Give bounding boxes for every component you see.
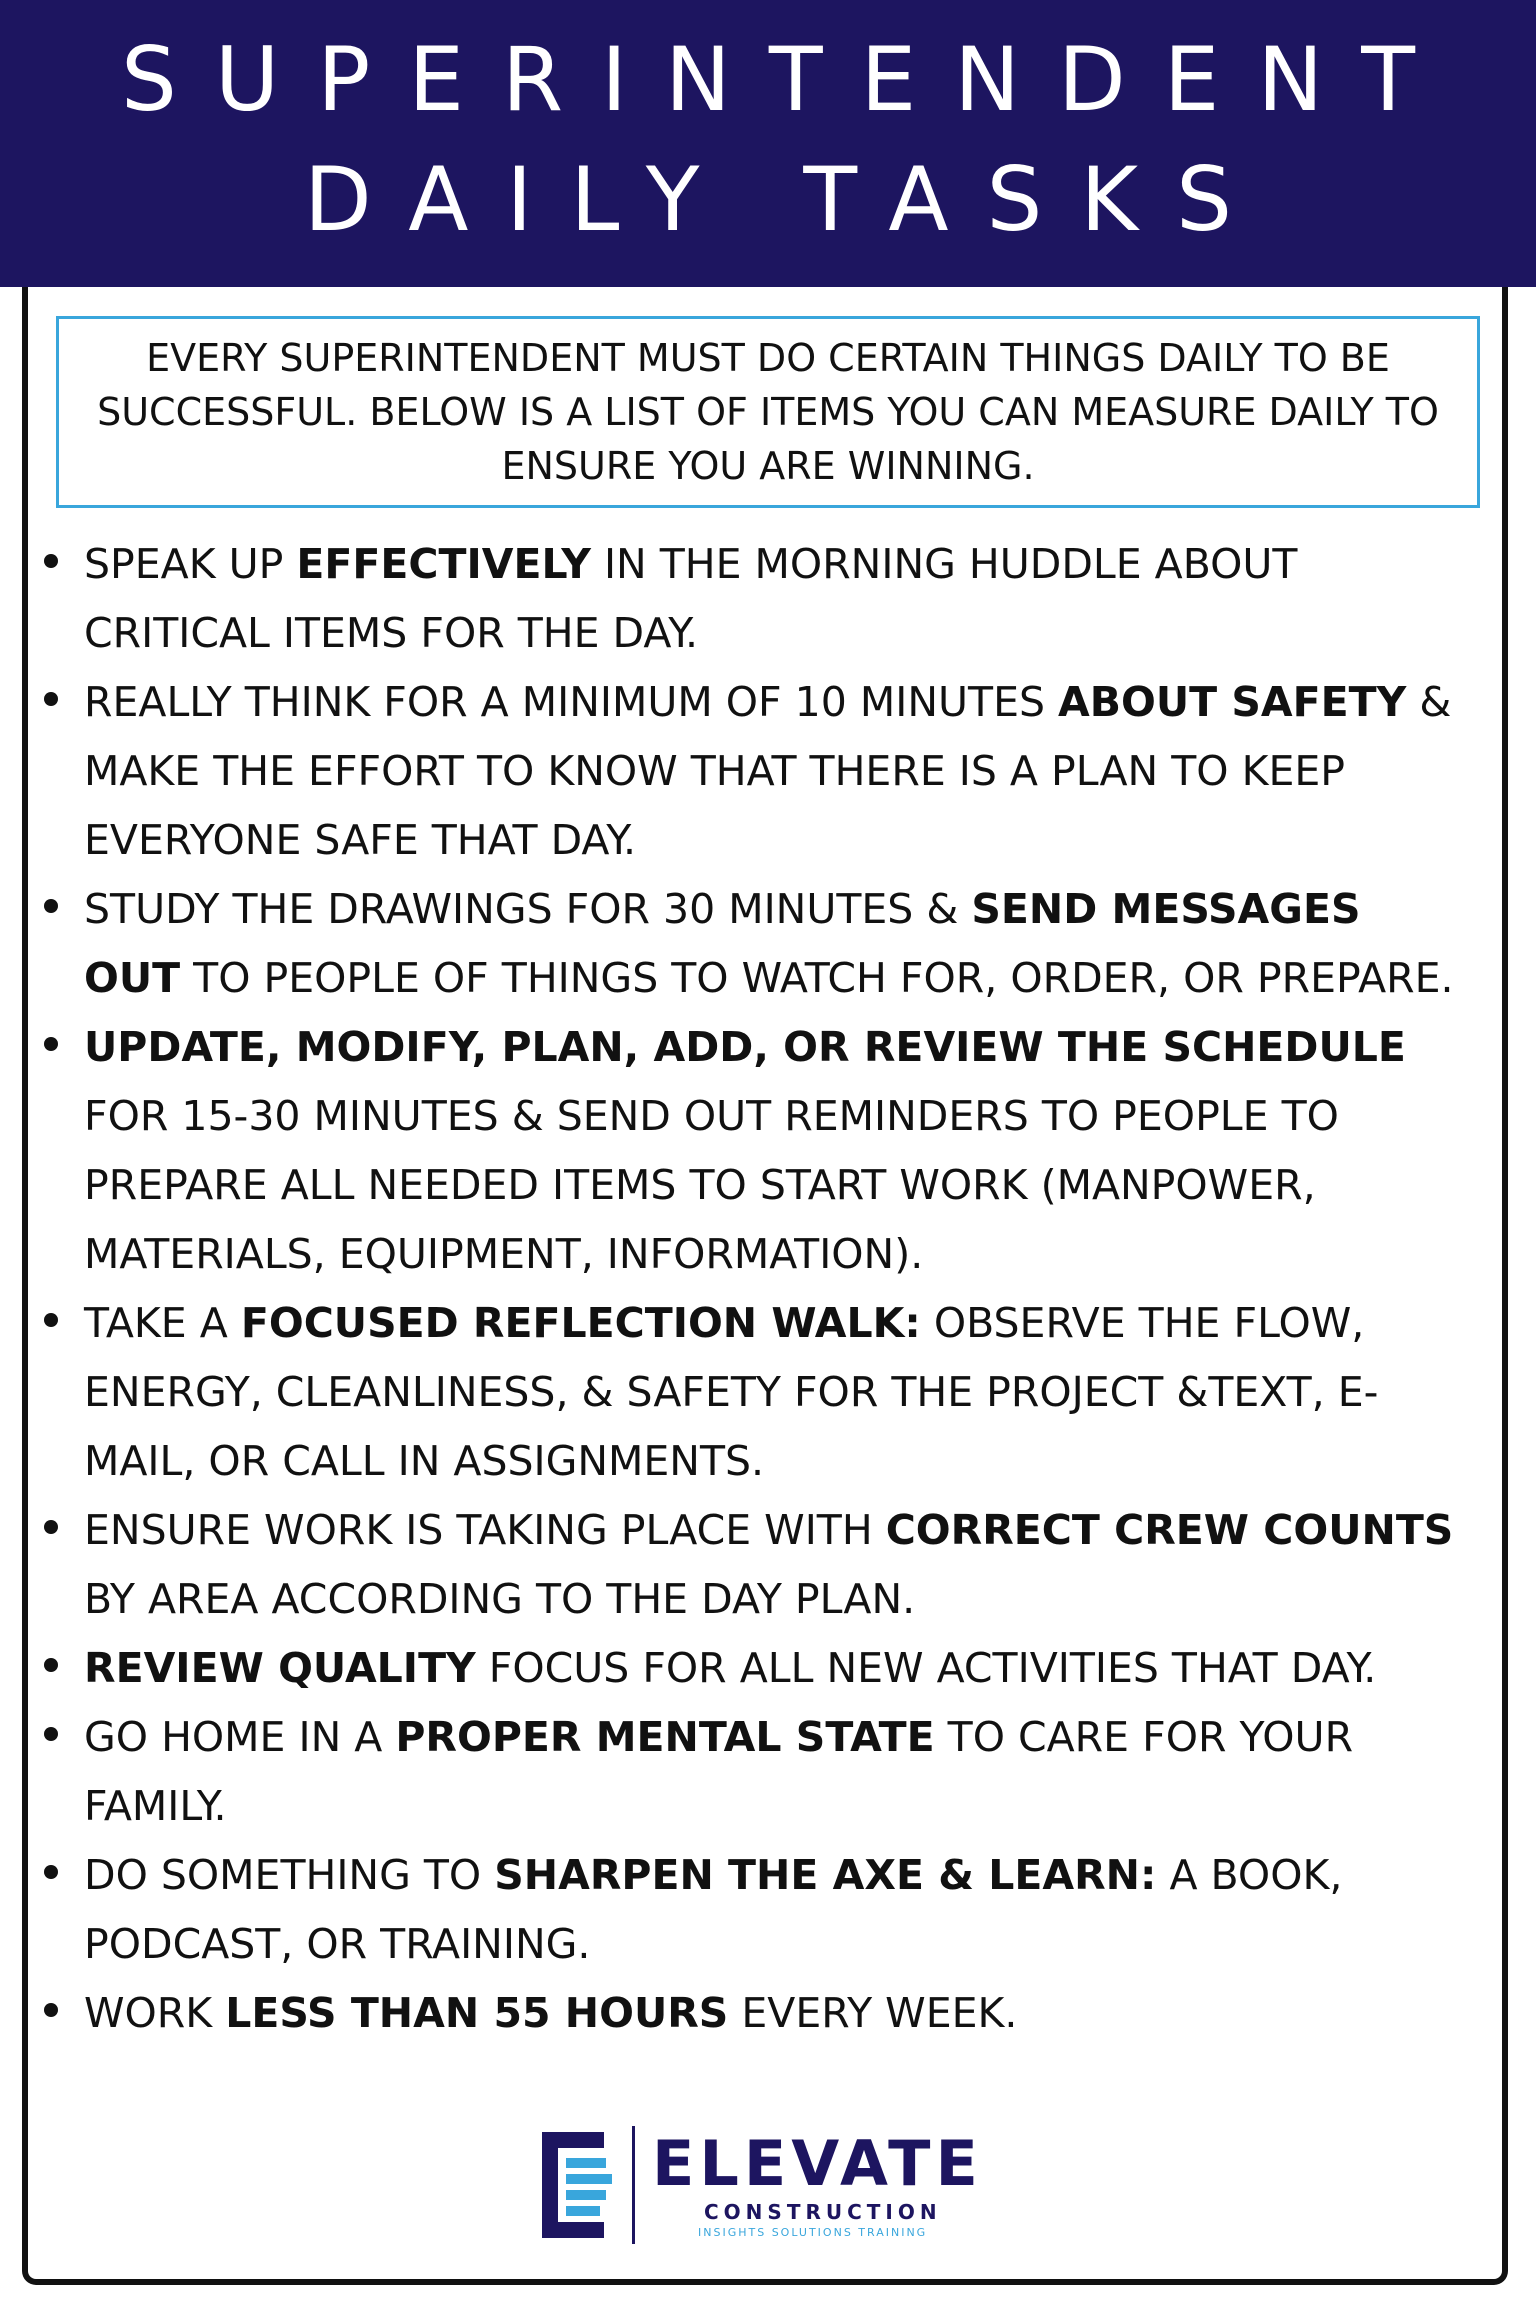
task-text: OBSERVE THE FLOW, ENERGY, CLEANLINESS, & SAFETY FOR THE PROJECT &TEXT, E-MAIL, OR CALL IN ASSIGNMENTS. bbox=[84, 1299, 1379, 1485]
bullet-icon bbox=[44, 899, 58, 913]
task-item bbox=[40, 1013, 1470, 1289]
task-text: IN THE MORNING HUDDLE ABOUT CRITICAL ITEMS FOR THE DAY. bbox=[84, 540, 1298, 657]
task-item bbox=[40, 668, 1470, 875]
bullet-icon bbox=[44, 1727, 58, 1741]
logo-divider bbox=[632, 2126, 635, 2244]
task-text: DO SOMETHING TO bbox=[84, 1851, 495, 1899]
page-title-line-2: DAILY TASKS bbox=[304, 148, 1270, 251]
elevate-e-icon bbox=[540, 2130, 612, 2240]
bullet-icon bbox=[44, 1037, 58, 1051]
task-text: & MAKE THE EFFORT TO KNOW THAT THERE IS A PLAN TO KEEP EVERYONE SAFE THAT DAY. bbox=[84, 678, 1452, 864]
task-text: STUDY THE DRAWINGS FOR 30 MINUTES & bbox=[84, 885, 972, 933]
task-text: FOCUS FOR ALL NEW ACTIVITIES THAT DAY. bbox=[475, 1644, 1377, 1692]
task-text: WORK bbox=[84, 1989, 226, 2037]
task-emphasis: SEND MESSAGES OUT bbox=[84, 885, 1361, 1002]
task-text: TO CARE FOR YOUR FAMILY. bbox=[84, 1713, 1354, 1830]
task-item bbox=[40, 1496, 1470, 1634]
task-emphasis: FOCUSED REFLECTION WALK: bbox=[240, 1299, 921, 1347]
task-text: REALLY THINK FOR A MINIMUM OF 10 MINUTES bbox=[84, 678, 1059, 726]
bullet-icon bbox=[44, 554, 58, 568]
task-emphasis: LESS THAN 55 HOURS bbox=[225, 1989, 729, 2037]
task-text: BY AREA ACCORDING TO THE DAY PLAN. bbox=[84, 1575, 916, 1623]
task-text: TAKE A bbox=[84, 1299, 241, 1347]
task-text: FOR 15-30 MINUTES & SEND OUT REMINDERS TO PEOPLE TO PREPARE ALL NEEDED ITEMS TO START WORK (MANPOWER, MATERIALS, EQUIPMENT, INFORMATION). bbox=[84, 1092, 1339, 1278]
task-emphasis: PROPER MENTAL STATE bbox=[395, 1713, 935, 1761]
task-text: ENSURE WORK IS TAKING PLACE WITH bbox=[84, 1506, 886, 1554]
task-item bbox=[40, 1979, 1470, 2048]
bullet-icon bbox=[44, 1313, 58, 1327]
task-item bbox=[40, 1703, 1470, 1841]
task-emphasis: CORRECT CREW COUNTS bbox=[885, 1506, 1454, 1554]
bullet-icon bbox=[44, 2003, 58, 2017]
task-text: TO PEOPLE OF THINGS TO WATCH FOR, ORDER, OR PREPARE. bbox=[180, 954, 1454, 1002]
task-item bbox=[40, 875, 1470, 1013]
task-item bbox=[40, 530, 1470, 668]
bullet-icon bbox=[44, 1865, 58, 1879]
task-text: A BOOK, PODCAST, OR TRAINING. bbox=[84, 1851, 1343, 1968]
header-banner bbox=[0, 0, 1536, 287]
bullet-icon bbox=[44, 692, 58, 706]
bullet-icon bbox=[44, 1520, 58, 1534]
task-emphasis: SHARPEN THE AXE & LEARN: bbox=[494, 1851, 1157, 1899]
page-title-line-1: SUPERINTENDENT bbox=[121, 28, 1453, 131]
task-item bbox=[40, 1634, 1470, 1703]
logo-name: ELEVATE bbox=[652, 2127, 983, 2200]
task-item bbox=[40, 1289, 1470, 1496]
task-emphasis: EFFECTIVELY bbox=[296, 540, 591, 588]
elevate-logo bbox=[540, 2122, 983, 2248]
task-emphasis: UPDATE, MODIFY, PLAN, ADD, OR REVIEW THE SCHEDULE bbox=[84, 1023, 1406, 1071]
task-text: EVERY WEEK. bbox=[728, 1989, 1018, 2037]
task-emphasis: REVIEW QUALITY bbox=[84, 1644, 476, 1692]
logo-tagline: INSIGHTS SOLUTIONS TRAINING bbox=[698, 2226, 928, 2239]
task-emphasis: ABOUT SAFETY bbox=[1058, 678, 1407, 726]
task-list bbox=[40, 530, 1470, 2048]
logo-subtitle: CONSTRUCTION bbox=[704, 2200, 942, 2224]
task-item bbox=[40, 1841, 1470, 1979]
task-text: GO HOME IN A bbox=[84, 1713, 396, 1761]
task-text: SPEAK UP bbox=[84, 540, 297, 588]
intro-box bbox=[56, 316, 1480, 508]
bullet-icon bbox=[44, 1658, 58, 1672]
intro-text: EVERY SUPERINTENDENT MUST DO CERTAIN THINGS DAILY TO BE SUCCESSFUL. BELOW IS A LIST OF ITEMS YOU CAN MEASURE DAILY TO ENSURE YOU ARE WINNING. bbox=[97, 336, 1439, 488]
